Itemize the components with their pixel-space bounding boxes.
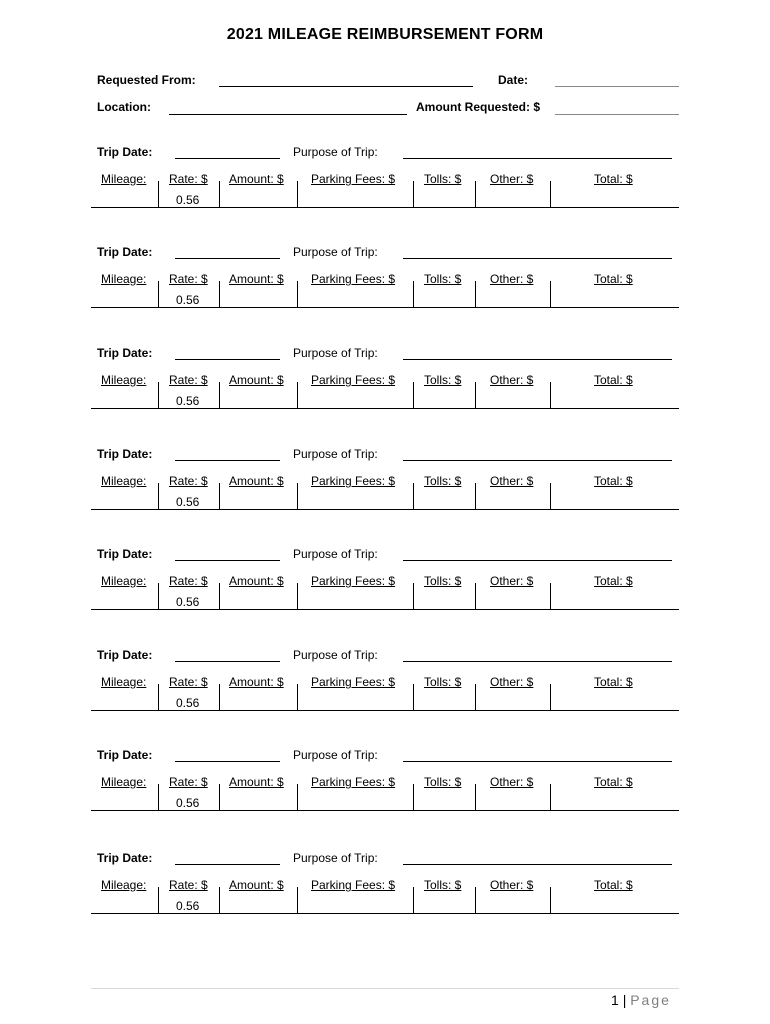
cell-divider bbox=[550, 281, 551, 308]
date-label: Date: bbox=[498, 73, 529, 87]
cell-divider bbox=[297, 684, 298, 711]
amount-requested-field[interactable] bbox=[555, 114, 679, 115]
parking-fees-header: Parking Fees: $ bbox=[311, 373, 396, 387]
purpose-of-trip-field[interactable] bbox=[403, 359, 672, 360]
cell-divider bbox=[475, 784, 476, 811]
purpose-of-trip-label: Purpose of Trip: bbox=[293, 346, 378, 360]
trip-date-label: Trip Date: bbox=[97, 447, 153, 461]
cell-divider bbox=[219, 281, 220, 308]
total-header: Total: $ bbox=[594, 878, 633, 892]
cell-divider bbox=[413, 684, 414, 711]
cell-divider bbox=[297, 281, 298, 308]
cell-divider bbox=[297, 382, 298, 409]
cell-divider bbox=[413, 784, 414, 811]
rate-value: 0.56 bbox=[176, 293, 200, 307]
page-label: Page bbox=[630, 992, 671, 1008]
other-header: Other: $ bbox=[490, 574, 534, 588]
total-header: Total: $ bbox=[594, 373, 633, 387]
rate-header: Rate: $ bbox=[169, 272, 208, 286]
row-bottom-line bbox=[91, 408, 679, 409]
other-header: Other: $ bbox=[490, 172, 534, 186]
row-bottom-line bbox=[91, 913, 679, 914]
requested-from-label: Requested From: bbox=[97, 73, 196, 87]
cell-divider bbox=[550, 382, 551, 409]
purpose-of-trip-label: Purpose of Trip: bbox=[293, 447, 378, 461]
purpose-of-trip-label: Purpose of Trip: bbox=[293, 145, 378, 159]
mileage-header: Mileage: bbox=[101, 574, 147, 588]
amount-header: Amount: $ bbox=[229, 574, 284, 588]
cell-divider bbox=[219, 181, 220, 208]
cell-divider bbox=[297, 583, 298, 610]
trip-entry bbox=[0, 346, 770, 426]
cell-divider bbox=[297, 887, 298, 914]
amount-header: Amount: $ bbox=[229, 474, 284, 488]
rate-header: Rate: $ bbox=[169, 172, 208, 186]
parking-fees-header: Parking Fees: $ bbox=[311, 172, 396, 186]
purpose-of-trip-field[interactable] bbox=[403, 761, 672, 762]
trip-date-label: Trip Date: bbox=[97, 245, 153, 259]
cell-divider bbox=[219, 583, 220, 610]
trip-entry bbox=[0, 547, 770, 627]
cell-divider bbox=[413, 583, 414, 610]
page-number: 1 bbox=[611, 992, 619, 1008]
page-footer bbox=[611, 992, 671, 1008]
cell-divider bbox=[219, 684, 220, 711]
rate-value: 0.56 bbox=[176, 595, 200, 609]
date-field[interactable] bbox=[555, 86, 679, 87]
trip-date-label: Trip Date: bbox=[97, 748, 153, 762]
row-bottom-line bbox=[91, 710, 679, 711]
trip-date-label: Trip Date: bbox=[97, 346, 153, 360]
cell-divider bbox=[158, 483, 159, 510]
cell-divider bbox=[158, 887, 159, 914]
trip-date-field[interactable] bbox=[175, 158, 280, 159]
rate-value: 0.56 bbox=[176, 696, 200, 710]
tolls-header: Tolls: $ bbox=[424, 272, 462, 286]
tolls-header: Tolls: $ bbox=[424, 878, 462, 892]
mileage-header: Mileage: bbox=[101, 172, 147, 186]
trip-date-field[interactable] bbox=[175, 359, 280, 360]
cell-divider bbox=[550, 887, 551, 914]
cell-divider bbox=[475, 583, 476, 610]
cell-divider bbox=[158, 181, 159, 208]
tolls-header: Tolls: $ bbox=[424, 574, 462, 588]
mileage-header: Mileage: bbox=[101, 878, 147, 892]
trip-entry bbox=[0, 748, 770, 828]
cell-divider bbox=[158, 583, 159, 610]
amount-header: Amount: $ bbox=[229, 172, 284, 186]
cell-divider bbox=[413, 382, 414, 409]
row-bottom-line bbox=[91, 207, 679, 208]
amount-header: Amount: $ bbox=[229, 775, 284, 789]
trip-entry bbox=[0, 447, 770, 527]
cell-divider bbox=[475, 684, 476, 711]
trip-entry bbox=[0, 648, 770, 728]
trip-date-field[interactable] bbox=[175, 661, 280, 662]
parking-fees-header: Parking Fees: $ bbox=[311, 272, 396, 286]
purpose-of-trip-field[interactable] bbox=[403, 258, 672, 259]
trip-date-label: Trip Date: bbox=[97, 851, 153, 865]
cell-divider bbox=[550, 483, 551, 510]
rate-header: Rate: $ bbox=[169, 675, 208, 689]
trip-entry bbox=[0, 245, 770, 325]
row-bottom-line bbox=[91, 609, 679, 610]
purpose-of-trip-field[interactable] bbox=[403, 560, 672, 561]
total-header: Total: $ bbox=[594, 172, 633, 186]
parking-fees-header: Parking Fees: $ bbox=[311, 474, 396, 488]
purpose-of-trip-label: Purpose of Trip: bbox=[293, 648, 378, 662]
amount-header: Amount: $ bbox=[229, 272, 284, 286]
trip-date-label: Trip Date: bbox=[97, 145, 153, 159]
requested-from-field[interactable] bbox=[219, 86, 473, 87]
cell-divider bbox=[219, 887, 220, 914]
other-header: Other: $ bbox=[490, 474, 534, 488]
cell-divider bbox=[158, 281, 159, 308]
rate-header: Rate: $ bbox=[169, 574, 208, 588]
rate-value: 0.56 bbox=[176, 495, 200, 509]
parking-fees-header: Parking Fees: $ bbox=[311, 775, 396, 789]
purpose-of-trip-label: Purpose of Trip: bbox=[293, 547, 378, 561]
cell-divider bbox=[158, 382, 159, 409]
trip-date-field[interactable] bbox=[175, 761, 280, 762]
purpose-of-trip-field[interactable] bbox=[403, 158, 672, 159]
purpose-of-trip-field[interactable] bbox=[403, 864, 672, 865]
amount-header: Amount: $ bbox=[229, 878, 284, 892]
amount-header: Amount: $ bbox=[229, 675, 284, 689]
amount-requested-label: Amount Requested: $ bbox=[416, 100, 541, 114]
tolls-header: Tolls: $ bbox=[424, 172, 462, 186]
location-field[interactable] bbox=[169, 114, 407, 115]
total-header: Total: $ bbox=[594, 272, 633, 286]
trip-date-label: Trip Date: bbox=[97, 648, 153, 662]
row-bottom-line bbox=[91, 509, 679, 510]
trip-date-field[interactable] bbox=[175, 258, 280, 259]
mileage-header: Mileage: bbox=[101, 373, 147, 387]
purpose-of-trip-label: Purpose of Trip: bbox=[293, 245, 378, 259]
tolls-header: Tolls: $ bbox=[424, 373, 462, 387]
cell-divider bbox=[550, 181, 551, 208]
purpose-of-trip-field[interactable] bbox=[403, 460, 672, 461]
cell-divider bbox=[219, 784, 220, 811]
mileage-header: Mileage: bbox=[101, 272, 147, 286]
cell-divider bbox=[297, 784, 298, 811]
rate-value: 0.56 bbox=[176, 899, 200, 913]
rate-value: 0.56 bbox=[176, 394, 200, 408]
tolls-header: Tolls: $ bbox=[424, 474, 462, 488]
trip-date-field[interactable] bbox=[175, 864, 280, 865]
other-header: Other: $ bbox=[490, 675, 534, 689]
cell-divider bbox=[475, 382, 476, 409]
tolls-header: Tolls: $ bbox=[424, 775, 462, 789]
trip-entry bbox=[0, 851, 770, 931]
total-header: Total: $ bbox=[594, 574, 633, 588]
cell-divider bbox=[219, 382, 220, 409]
cell-divider bbox=[413, 181, 414, 208]
cell-divider bbox=[550, 583, 551, 610]
trip-date-label: Trip Date: bbox=[97, 547, 153, 561]
other-header: Other: $ bbox=[490, 878, 534, 892]
mileage-header: Mileage: bbox=[101, 675, 147, 689]
parking-fees-header: Parking Fees: $ bbox=[311, 675, 396, 689]
mileage-header: Mileage: bbox=[101, 474, 147, 488]
cell-divider bbox=[219, 483, 220, 510]
cell-divider bbox=[550, 684, 551, 711]
mileage-header: Mileage: bbox=[101, 775, 147, 789]
cell-divider bbox=[158, 784, 159, 811]
purpose-of-trip-label: Purpose of Trip: bbox=[293, 851, 378, 865]
other-header: Other: $ bbox=[490, 272, 534, 286]
cell-divider bbox=[475, 281, 476, 308]
parking-fees-header: Parking Fees: $ bbox=[311, 878, 396, 892]
tolls-header: Tolls: $ bbox=[424, 675, 462, 689]
parking-fees-header: Parking Fees: $ bbox=[311, 574, 396, 588]
trip-date-field[interactable] bbox=[175, 460, 280, 461]
total-header: Total: $ bbox=[594, 775, 633, 789]
trip-entry bbox=[0, 145, 770, 225]
cell-divider bbox=[475, 483, 476, 510]
cell-divider bbox=[413, 281, 414, 308]
cell-divider bbox=[475, 181, 476, 208]
other-header: Other: $ bbox=[490, 373, 534, 387]
page-separator: | bbox=[622, 992, 627, 1008]
rate-value: 0.56 bbox=[176, 193, 200, 207]
row-bottom-line bbox=[91, 810, 679, 811]
location-label: Location: bbox=[97, 100, 151, 114]
rate-value: 0.56 bbox=[176, 796, 200, 810]
rate-header: Rate: $ bbox=[169, 775, 208, 789]
cell-divider bbox=[297, 483, 298, 510]
cell-divider bbox=[550, 784, 551, 811]
total-header: Total: $ bbox=[594, 675, 633, 689]
cell-divider bbox=[475, 887, 476, 914]
form-title: 2021 MILEAGE REIMBURSEMENT FORM bbox=[226, 26, 544, 43]
cell-divider bbox=[413, 887, 414, 914]
amount-header: Amount: $ bbox=[229, 373, 284, 387]
rate-header: Rate: $ bbox=[169, 474, 208, 488]
total-header: Total: $ bbox=[594, 474, 633, 488]
rate-header: Rate: $ bbox=[169, 878, 208, 892]
row-bottom-line bbox=[91, 307, 679, 308]
rate-header: Rate: $ bbox=[169, 373, 208, 387]
trip-date-field[interactable] bbox=[175, 560, 280, 561]
other-header: Other: $ bbox=[490, 775, 534, 789]
purpose-of-trip-label: Purpose of Trip: bbox=[293, 748, 378, 762]
cell-divider bbox=[297, 181, 298, 208]
cell-divider bbox=[413, 483, 414, 510]
purpose-of-trip-field[interactable] bbox=[403, 661, 672, 662]
cell-divider bbox=[158, 684, 159, 711]
footer-divider bbox=[91, 988, 679, 989]
